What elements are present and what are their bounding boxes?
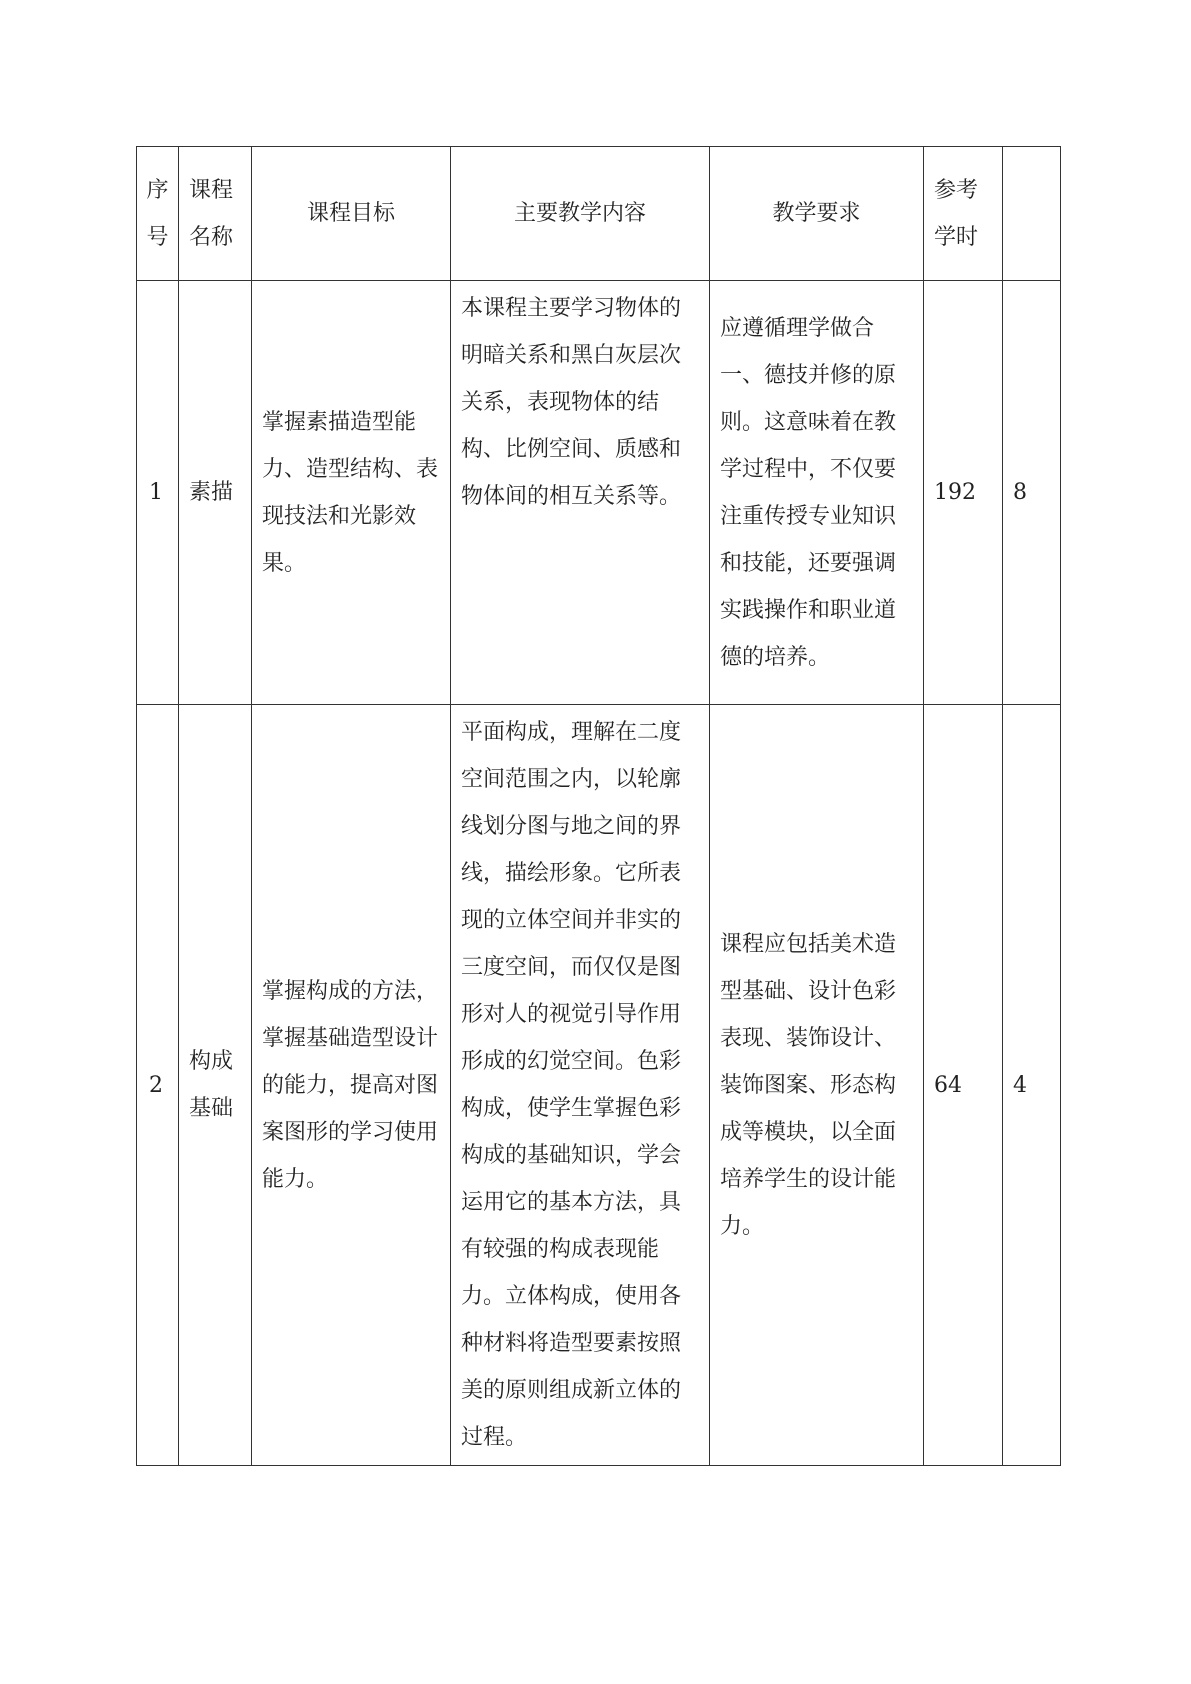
table-row bbox=[137, 281, 1061, 705]
row-course-name: 素描 bbox=[179, 281, 252, 705]
curriculum-table bbox=[136, 146, 1061, 1466]
header-extra bbox=[1003, 147, 1061, 281]
row-objective: 掌握构成的方法，掌握基础造型设计的能力，提高对图案图形的学习使用能力。 bbox=[252, 705, 451, 1466]
row-index: 1 bbox=[137, 281, 179, 705]
header-hours: 参考学时 bbox=[924, 147, 1003, 281]
header-requirement: 教学要求 bbox=[710, 147, 924, 281]
row-index: 2 bbox=[137, 705, 179, 1466]
header-course-name: 课程名称 bbox=[179, 147, 252, 281]
row-objective: 掌握素描造型能力、造型结构、表现技法和光影效果。 bbox=[252, 281, 451, 705]
row-requirement: 课程应包括美术造型基础、设计色彩表现、装饰设计、装饰图案、形态构成等模块，以全面培养学生的设计能力。 bbox=[710, 705, 924, 1466]
table-header-row bbox=[137, 147, 1061, 281]
table-row bbox=[137, 705, 1061, 1466]
row-hours: 64 bbox=[924, 705, 1003, 1466]
row-content: 平面构成，理解在二度空间范围之内，以轮廓线划分图与地之间的界线，描绘形象。它所表现的立体空间并非实的三度空间，而仅仅是图形对人的视觉引导作用形成的幻觉空间。色彩构成，使学生掌握色彩构成的基础知识，学会运用它的基本方法，具有较强的构成表现能力。立体构成，使用各种材料将造型要素按照美的原则组成新立体的过程。 bbox=[451, 705, 710, 1466]
row-course-name: 构成基础 bbox=[179, 705, 252, 1466]
header-content: 主要教学内容 bbox=[451, 147, 710, 281]
row-hours: 192 bbox=[924, 281, 1003, 705]
row-requirement: 应遵循理学做合一、德技并修的原则。这意味着在教学过程中，不仅要注重传授专业知识和技能，还要强调实践操作和职业道德的培养。 bbox=[710, 281, 924, 705]
header-objective: 课程目标 bbox=[252, 147, 451, 281]
row-content: 本课程主要学习物体的明暗关系和黑白灰层次关系，表现物体的结构、比例空间、质感和物体间的相互关系等。 bbox=[451, 281, 710, 705]
header-index: 序号 bbox=[137, 147, 179, 281]
row-extra: 8 bbox=[1003, 281, 1061, 705]
row-extra: 4 bbox=[1003, 705, 1061, 1466]
